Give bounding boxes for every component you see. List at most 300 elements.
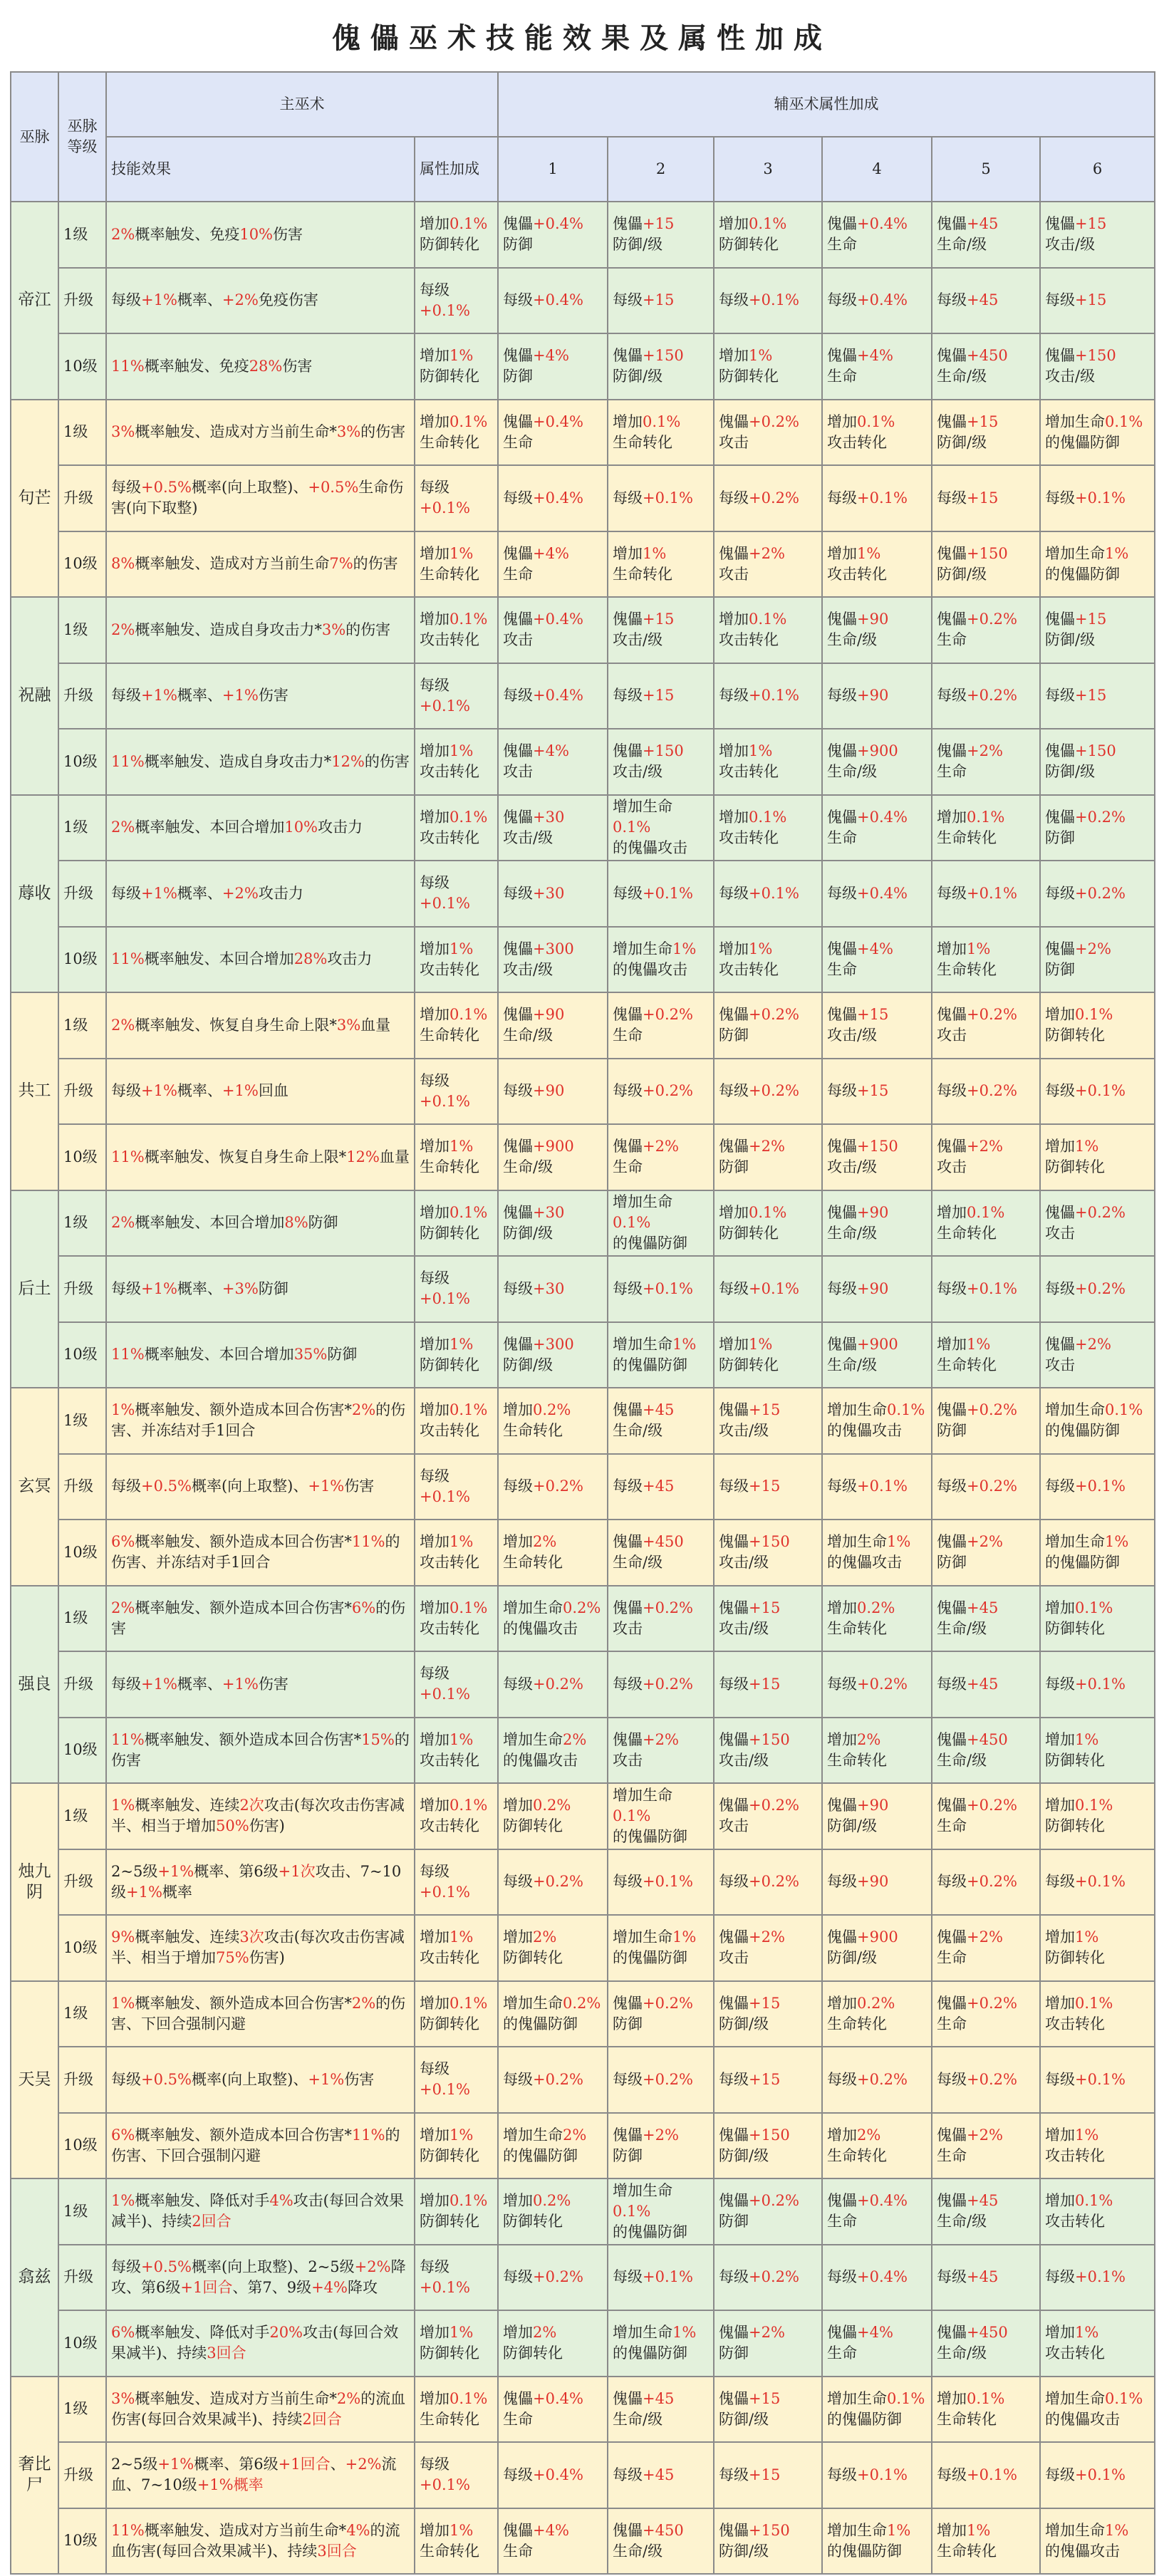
aux-cell-5: 每级+0.2% [932,1059,1040,1125]
level-cell: 升级 [58,1651,106,1718]
aux-cell-2: 傀儡+45 生命/级 [608,2377,714,2443]
highlight-value: +0.1% [749,687,799,705]
table-row [11,729,1155,795]
aux-cell-2: 每级+0.1% [608,2245,714,2311]
highlight-value: +0.1% [420,2081,470,2099]
highlight-value: 11% [111,1346,145,1364]
highlight-value: +0.4% [533,291,583,309]
aux-cell-2: 增加生命1% 的傀儡防御 [608,1915,714,1981]
aux-cell-1: 增加2% 生命转化 [498,1520,608,1586]
table-row [11,795,1155,861]
highlight-value: +450 [967,1730,1008,1748]
aux-cell-6: 傀儡+150 防御/级 [1040,729,1155,795]
highlight-value: +0.2% [967,1006,1017,1024]
aux-cell-2: 傀儡+0.2% 防御 [608,1981,714,2047]
aux-cell-3: 增加1% 防御转化 [714,1322,822,1388]
table-row [11,927,1155,993]
highlight-value: +150 [1075,742,1116,760]
aux-cell-5: 傀儡+0.2% 生命 [932,1981,1040,2047]
aux-cell-5: 傀儡+0.2% 生命 [932,1783,1040,1849]
highlight-value: +1% [141,1082,177,1100]
highlight-value: +0.5% [141,479,192,497]
highlight-value: +90 [857,1279,889,1297]
highlight-value: 10% [284,819,318,836]
attr-cell: 增加1% 防御转化 [415,2310,498,2377]
highlight-value: 2% [533,1928,557,1946]
aux-cell-5: 傀儡+2% 生命 [932,729,1040,795]
aux-cell-2: 增加1% 生命转化 [608,531,714,598]
highlight-value: 0.1% [1105,1401,1143,1419]
attr-cell: 每级+0.1% [415,2442,498,2508]
highlight-value: +1% [141,687,177,705]
attr-cell: 增加1% 防御转化 [415,333,498,400]
aux-cell-1: 增加0.2% 防御转化 [498,2178,608,2245]
highlight-value: +1% [222,687,259,705]
highlight-value: +1% [308,2070,345,2088]
highlight-value: +4% [533,544,569,562]
aux-cell-2: 傀儡+0.2% 生命 [608,992,714,1059]
aux-cell-5: 傀儡+15 防御/级 [932,400,1040,466]
highlight-value: 1% [111,2192,135,2210]
effect-cell: 1%概率触发、额外造成本回合伤害*2%的伤害、并冻结对手1回合 [106,1388,415,1454]
highlight-value: +450 [967,2324,1008,2342]
attr-cell: 每级+0.1% [415,1849,498,1916]
highlight-value: +0.1% [1075,2070,1126,2088]
attr-cell: 增加1% 攻击转化 [415,927,498,993]
aux-cell-2: 傀儡+2% 攻击 [608,1718,714,1784]
highlight-value: +0.4% [857,2192,908,2210]
highlight-value: +0.2% [967,611,1017,628]
effect-cell: 9%概率触发、连续3次攻击(每次攻击伤害减半、相当于增加75%伤害) [106,1915,415,1981]
highlight-value: 3% [321,620,346,638]
aux-cell-6: 每级+0.1% [1040,2442,1155,2508]
highlight-value: +150 [967,544,1008,562]
effect-cell: 每级+1%概率、+3%防御 [106,1256,415,1322]
highlight-value: +2% [643,1730,679,1748]
aux-cell-6: 增加1% 攻击转化 [1040,2113,1155,2179]
aux-cell-1: 增加2% 防御转化 [498,1915,608,1981]
highlight-value: +15 [643,215,675,233]
highlight-value: +15 [967,412,999,430]
highlight-value: +900 [857,1928,898,1946]
highlight-value: +0.1% [967,2466,1017,2483]
level-cell: 升级 [58,465,106,531]
highlight-value: +15 [857,1006,889,1024]
highlight-value: +15 [749,1477,781,1495]
aux-cell-2: 傀儡+2% 防御 [608,2113,714,2179]
attr-cell: 增加1% 生命转化 [415,1124,498,1190]
level-cell: 1级 [58,1190,106,1257]
aux-cell-4: 傀儡+90 生命/级 [822,1190,932,1257]
highlight-value: +15 [1075,687,1107,705]
aux-cell-6: 增加生命0.1% 的傀儡攻击 [1040,2377,1155,2443]
level-cell: 10级 [58,729,106,795]
aux-cell-3: 傀儡+150 防御/级 [714,2508,822,2575]
aux-cell-6: 傀儡+150 攻击/级 [1040,333,1155,400]
highlight-value: +1% [141,1675,177,1693]
highlight-value: 1% [450,347,474,365]
highlight-value: +0.2% [1075,808,1126,826]
attr-cell: 增加0.1% 攻击转化 [415,1586,498,1652]
effect-cell: 11%概率触发、恢复自身生命上限*12%血量 [106,1124,415,1190]
highlight-value: 0.1% [749,1203,787,1221]
level-cell: 10级 [58,927,106,993]
highlight-value: 2% [563,2126,587,2144]
highlight-value: +0.1% [643,884,693,902]
highlight-value: 4% [346,2521,370,2539]
aux-cell-1: 每级+0.2% [498,1651,608,1718]
aux-cell-2: 每级+0.1% [608,861,714,927]
aux-cell-1: 傀儡+4% 防御 [498,333,608,400]
effect-cell: 2%概率触发、本回合增加10%攻击力 [106,795,415,861]
highlight-value: +2% [643,1138,679,1155]
level-cell: 升级 [58,861,106,927]
highlight-value: +45 [643,2466,675,2483]
aux-cell-3: 每级+0.2% [714,2245,822,2311]
highlight-value: 6% [111,1533,135,1551]
highlight-value: +150 [749,1730,790,1748]
highlight-value: 10% [239,225,274,243]
aux-cell-3: 傀儡+0.2% 攻击 [714,1783,822,1849]
aux-cell-4: 每级+0.4% [822,861,932,927]
highlight-value: +2% [354,2258,391,2275]
level-cell: 1级 [58,1586,106,1652]
aux-cell-1: 傀儡+0.4% 防御 [498,202,608,268]
effect-cell: 11%概率触发、免疫28%伤害 [106,333,415,400]
highlight-value: 6% [111,2324,135,2342]
effect-cell: 2~5级+1%概率、第6级+1次攻击、7~10级+1%概率 [106,1849,415,1916]
mai-name: 翕兹 [11,2178,58,2377]
aux-cell-1: 增加生命0.2% 的傀儡攻击 [498,1586,608,1652]
aux-cell-2: 增加生命0.1% 的傀儡防御 [608,1190,714,1257]
highlight-value: +0.1% [1075,1477,1126,1495]
aux-cell-1: 增加生命2% 的傀儡攻击 [498,1718,608,1784]
level-cell: 1级 [58,400,106,466]
table-row [11,1981,1155,2047]
highlight-value: +2% [967,1138,1003,1155]
attr-cell: 增加0.1% 生命转化 [415,992,498,1059]
highlight-value: 0.2% [533,1797,571,1814]
aux-cell-6: 增加1% 防御转化 [1040,1718,1155,1784]
mai-name: 句芒 [11,400,58,598]
aux-cell-3: 每级+15 [714,2442,822,2508]
highlight-value: +1% [308,1477,345,1495]
aux-cell-6: 增加0.1% 攻击转化 [1040,2178,1155,2245]
level-cell: 10级 [58,1124,106,1190]
highlight-value: +0.4% [533,611,583,628]
highlight-value: +0.2% [749,412,799,430]
highlight-value: 1% [450,544,474,562]
highlight-value: +0.2% [857,2070,908,2088]
aux-cell-6: 增加0.1% 攻击转化 [1040,1981,1155,2047]
mai-name: 烛九阴 [11,1783,58,1981]
table-row [11,1124,1155,1190]
table-row [11,597,1155,663]
aux-cell-1: 每级+90 [498,1059,608,1125]
aux-cell-4: 傀儡+15 攻击/级 [822,992,932,1059]
mai-name: 天吴 [11,1981,58,2179]
effect-cell: 每级+0.5%概率(向上取整)、+1%伤害 [106,1454,415,1520]
aux-cell-2: 增加生命0.1% 的傀儡攻击 [608,795,714,861]
highlight-value: 3% [111,2389,135,2407]
aux-cell-4: 每级+0.1% [822,1454,932,1520]
aux-cell-1: 傀儡+0.4% 生命 [498,2377,608,2443]
highlight-value: 0.1% [450,1994,488,2012]
highlight-value: +1% [222,1082,259,1100]
aux-cell-6: 每级+15 [1040,663,1155,729]
aux-cell-5: 傀儡+450 生命/级 [932,1718,1040,1784]
aux-cell-3: 傀儡+15 防御/级 [714,1981,822,2047]
aux-cell-2: 傀儡+150 防御/级 [608,333,714,400]
aux-cell-4: 增加生命1% 的傀儡防御 [822,2508,932,2575]
aux-cell-5: 每级+0.2% [932,1849,1040,1916]
aux-cell-1: 每级+0.2% [498,2047,608,2113]
aux-cell-1: 每级+0.4% [498,465,608,531]
highlight-value: +2% [222,291,259,309]
highlight-value: +150 [643,742,684,760]
highlight-value: 1% [749,940,773,957]
level-cell: 10级 [58,1915,106,1981]
highlight-value: 1% [967,1335,991,1353]
aux-cell-4: 傀儡+4% 生命 [822,333,932,400]
aux-cell-1: 傀儡+90 生命/级 [498,992,608,1059]
highlight-value: +15 [857,1082,889,1100]
table-row [11,1520,1155,1586]
highlight-value: +0.2% [967,1477,1017,1495]
aux-cell-2: 每级+45 [608,1454,714,1520]
highlight-value: +0.1% [420,1092,470,1110]
aux-cell-6: 傀儡+0.2% 攻击 [1040,1190,1155,1257]
aux-cell-2: 傀儡+15 防御/级 [608,202,714,268]
level-cell: 升级 [58,1059,106,1125]
highlight-value: 0.1% [450,808,488,826]
highlight-value: +0.1% [1075,1873,1126,1891]
aux-cell-4: 增加2% 生命转化 [822,2113,932,2179]
table-row [11,992,1155,1059]
table-row [11,1256,1155,1322]
aux-cell-4: 每级+0.1% [822,465,932,531]
level-cell: 1级 [58,1388,106,1454]
highlight-value: +15 [749,1994,781,2012]
highlight-value: 0.2% [857,1994,895,2012]
level-cell: 1级 [58,597,106,663]
level-cell: 10级 [58,1520,106,1586]
level-cell: 10级 [58,2508,106,2575]
aux-cell-6: 傀儡+2% 防御 [1040,927,1155,993]
highlight-value: +150 [643,347,684,365]
attr-cell: 增加0.1% 生命转化 [415,400,498,466]
highlight-value: +0.1% [857,489,908,507]
highlight-value: +0.4% [857,215,908,233]
level-cell: 10级 [58,333,106,400]
highlight-value: 28% [293,950,328,968]
level-cell: 1级 [58,2377,106,2443]
effect-cell: 11%概率触发、造成自身攻击力*12%的伤害 [106,729,415,795]
attr-cell: 增加1% 生命转化 [415,531,498,598]
aux-cell-1: 增加0.2% 防御转化 [498,1783,608,1849]
highlight-value: 11% [351,1533,385,1551]
attr-cell: 增加1% 攻击转化 [415,1520,498,1586]
header-main: 主巫术 [106,72,498,137]
highlight-value: +45 [967,2268,999,2286]
aux-cell-3: 每级+0.1% [714,861,822,927]
highlight-value: +0.1% [749,1279,799,1297]
highlight-value: +0.1% [420,1290,470,1308]
highlight-value: 1% [1075,2126,1099,2144]
aux-cell-1: 每级+0.2% [498,1454,608,1520]
highlight-value: 0.2% [563,1599,601,1616]
highlight-value: 2% [351,1994,376,2012]
highlight-value: 0.1% [450,215,488,233]
highlight-value: +0.2% [749,1006,799,1024]
aux-cell-4: 傀儡+4% 生命 [822,927,932,993]
highlight-value: +0.1% [749,884,799,902]
attr-cell: 增加0.1% 防御转化 [415,202,498,268]
highlight-value: +2% [1075,1335,1111,1353]
highlight-value: +1回合 [180,2278,233,2296]
aux-cell-4: 傀儡+0.4% 生命 [822,202,932,268]
aux-cell-6: 增加生命1% 的傀儡防御 [1040,531,1155,598]
aux-cell-2: 傀儡+45 生命/级 [608,1388,714,1454]
highlight-value: 11% [351,2126,385,2144]
highlight-value: +4% [533,347,569,365]
highlight-value: 1% [1105,2521,1129,2539]
highlight-value: +0.2% [967,1082,1017,1100]
header-aux: 辅巫术属性加成 [498,72,1155,137]
highlight-value: +0.1% [420,697,470,715]
highlight-value: +0.1% [420,1487,470,1505]
highlight-value: +300 [533,940,574,957]
highlight-value: +30 [533,1279,565,1297]
highlight-value: +0.5% [141,1477,192,1495]
highlight-value: +4% [857,940,893,957]
aux-cell-1: 傀儡+900 生命/级 [498,1124,608,1190]
highlight-value: +0.1% [1075,489,1126,507]
attr-cell: 每级+0.1% [415,2047,498,2113]
aux-cell-4: 增加0.1% 攻击转化 [822,400,932,466]
highlight-value: +0.2% [643,1006,693,1024]
effect-cell: 2%概率触发、额外造成本回合伤害*6%的伤害 [106,1586,415,1652]
aux-cell-3: 傀儡+2% 攻击 [714,1915,822,1981]
highlight-value: 11% [111,752,145,770]
aux-cell-5: 每级+0.2% [932,1454,1040,1520]
aux-cell-2: 增加0.1% 生命转化 [608,400,714,466]
aux-cell-5: 傀儡+45 生命/级 [932,202,1040,268]
level-cell: 1级 [58,795,106,861]
highlight-value: +0.4% [533,687,583,705]
highlight-value: 0.1% [613,1807,651,1824]
highlight-value: 1% [857,544,881,562]
level-cell: 升级 [58,1849,106,1916]
highlight-value: +2% [749,2324,785,2342]
aux-cell-6: 增加生命0.1% 的傀儡防御 [1040,1388,1155,1454]
highlight-value: +0.1% [643,2268,693,2286]
level-cell: 升级 [58,2442,106,2508]
highlight-value: 0.1% [450,1401,488,1419]
highlight-value: +0.1% [420,1883,470,1901]
highlight-value: 2次 [239,1797,264,1814]
aux-cell-4: 每级+90 [822,663,932,729]
highlight-value: +30 [533,808,565,826]
aux-cell-6: 增加0.1% 防御转化 [1040,992,1155,1059]
aux-cell-1: 增加生命2% 的傀儡防御 [498,2113,608,2179]
aux-cell-5: 傀儡+450 生命/级 [932,2310,1040,2377]
aux-cell-3: 每级+0.1% [714,268,822,334]
table-row [11,1190,1155,1257]
highlight-value: +1% [157,1862,194,1880]
effect-cell: 每级+0.5%概率(向上取整)、2~5级+2%降攻、第6级+1回合、第7、9级+4%降攻 [106,2245,415,2311]
highlight-value: 0.1% [613,1214,651,1232]
aux-cell-2: 每级+45 [608,2442,714,2508]
aux-cell-6: 增加生命0.1% 的傀儡防御 [1040,400,1155,466]
highlight-value: 0.1% [1075,1006,1113,1024]
effect-cell: 6%概率触发、降低对手20%攻击(每回合效果减半)、持续3回合 [106,2310,415,2377]
aux-cell-3: 每级+0.2% [714,1849,822,1916]
table-row [11,1059,1155,1125]
aux-cell-3: 傀儡+2% 防御 [714,1124,822,1190]
highlight-value: +1% [222,1675,259,1693]
table-row [11,2310,1155,2377]
attr-cell: 每级+0.1% [415,1059,498,1125]
aux-cell-6: 每级+0.2% [1040,1256,1155,1322]
highlight-value: +0.2% [967,1873,1017,1891]
highlight-value: +90 [857,1873,889,1891]
highlight-value: +2% [1075,940,1111,957]
aux-cell-1: 每级+30 [498,861,608,927]
highlight-value: +0.2% [533,2070,583,2088]
highlight-value: 2回合 [192,2213,232,2230]
highlight-value: +0.2% [533,1477,583,1495]
aux-cell-1: 每级+0.4% [498,2442,608,2508]
aux-cell-3: 增加1% 攻击转化 [714,729,822,795]
aux-cell-2: 傀儡+15 攻击/级 [608,597,714,663]
aux-cell-5: 每级+45 [932,2245,1040,2311]
highlight-value: +0.2% [1075,1203,1126,1221]
aux-cell-5: 每级+0.2% [932,2047,1040,2113]
aux-cell-1: 傀儡+30 防御/级 [498,1190,608,1257]
highlight-value: 1% [672,2324,697,2342]
effect-cell: 2%概率触发、本回合增加8%防御 [106,1190,415,1257]
highlight-value: 0.1% [450,1797,488,1814]
highlight-value: +15 [1075,215,1107,233]
level-cell: 10级 [58,2113,106,2179]
effect-cell: 11%概率触发、本回合增加28%攻击力 [106,927,415,993]
aux-cell-3: 增加1% 防御转化 [714,333,822,400]
highlight-value: 1% [450,2521,474,2539]
aux-cell-5: 傀儡+0.2% 防御 [932,1388,1040,1454]
highlight-value: +0.1% [420,1686,470,1703]
effect-cell: 每级+1%概率、+2%免疫伤害 [106,268,415,334]
attr-cell: 每级+0.1% [415,663,498,729]
highlight-value: +0.2% [533,2268,583,2286]
header-col-2: 2 [608,137,714,202]
highlight-value: 0.1% [857,412,895,430]
highlight-value: +0.4% [857,808,908,826]
table-row [11,333,1155,400]
table-row [11,2377,1155,2443]
highlight-value: 2% [563,1730,587,1748]
highlight-value: +2% [345,2456,382,2473]
highlight-value: +900 [857,742,898,760]
aux-cell-3: 傀儡+150 防御/级 [714,2113,822,2179]
effect-cell: 6%概率触发、额外造成本回合伤害*11%的伤害、下回合强制闪避 [106,2113,415,2179]
highlight-value: 1% [450,1730,474,1748]
effect-cell: 2%概率触发、恢复自身生命上限*3%血量 [106,992,415,1059]
aux-cell-4: 傀儡+900 生命/级 [822,1322,932,1388]
mai-name: 帝江 [11,202,58,400]
aux-cell-4: 傀儡+150 攻击/级 [822,1124,932,1190]
aux-cell-3: 傀儡+0.2% 防御 [714,2178,822,2245]
